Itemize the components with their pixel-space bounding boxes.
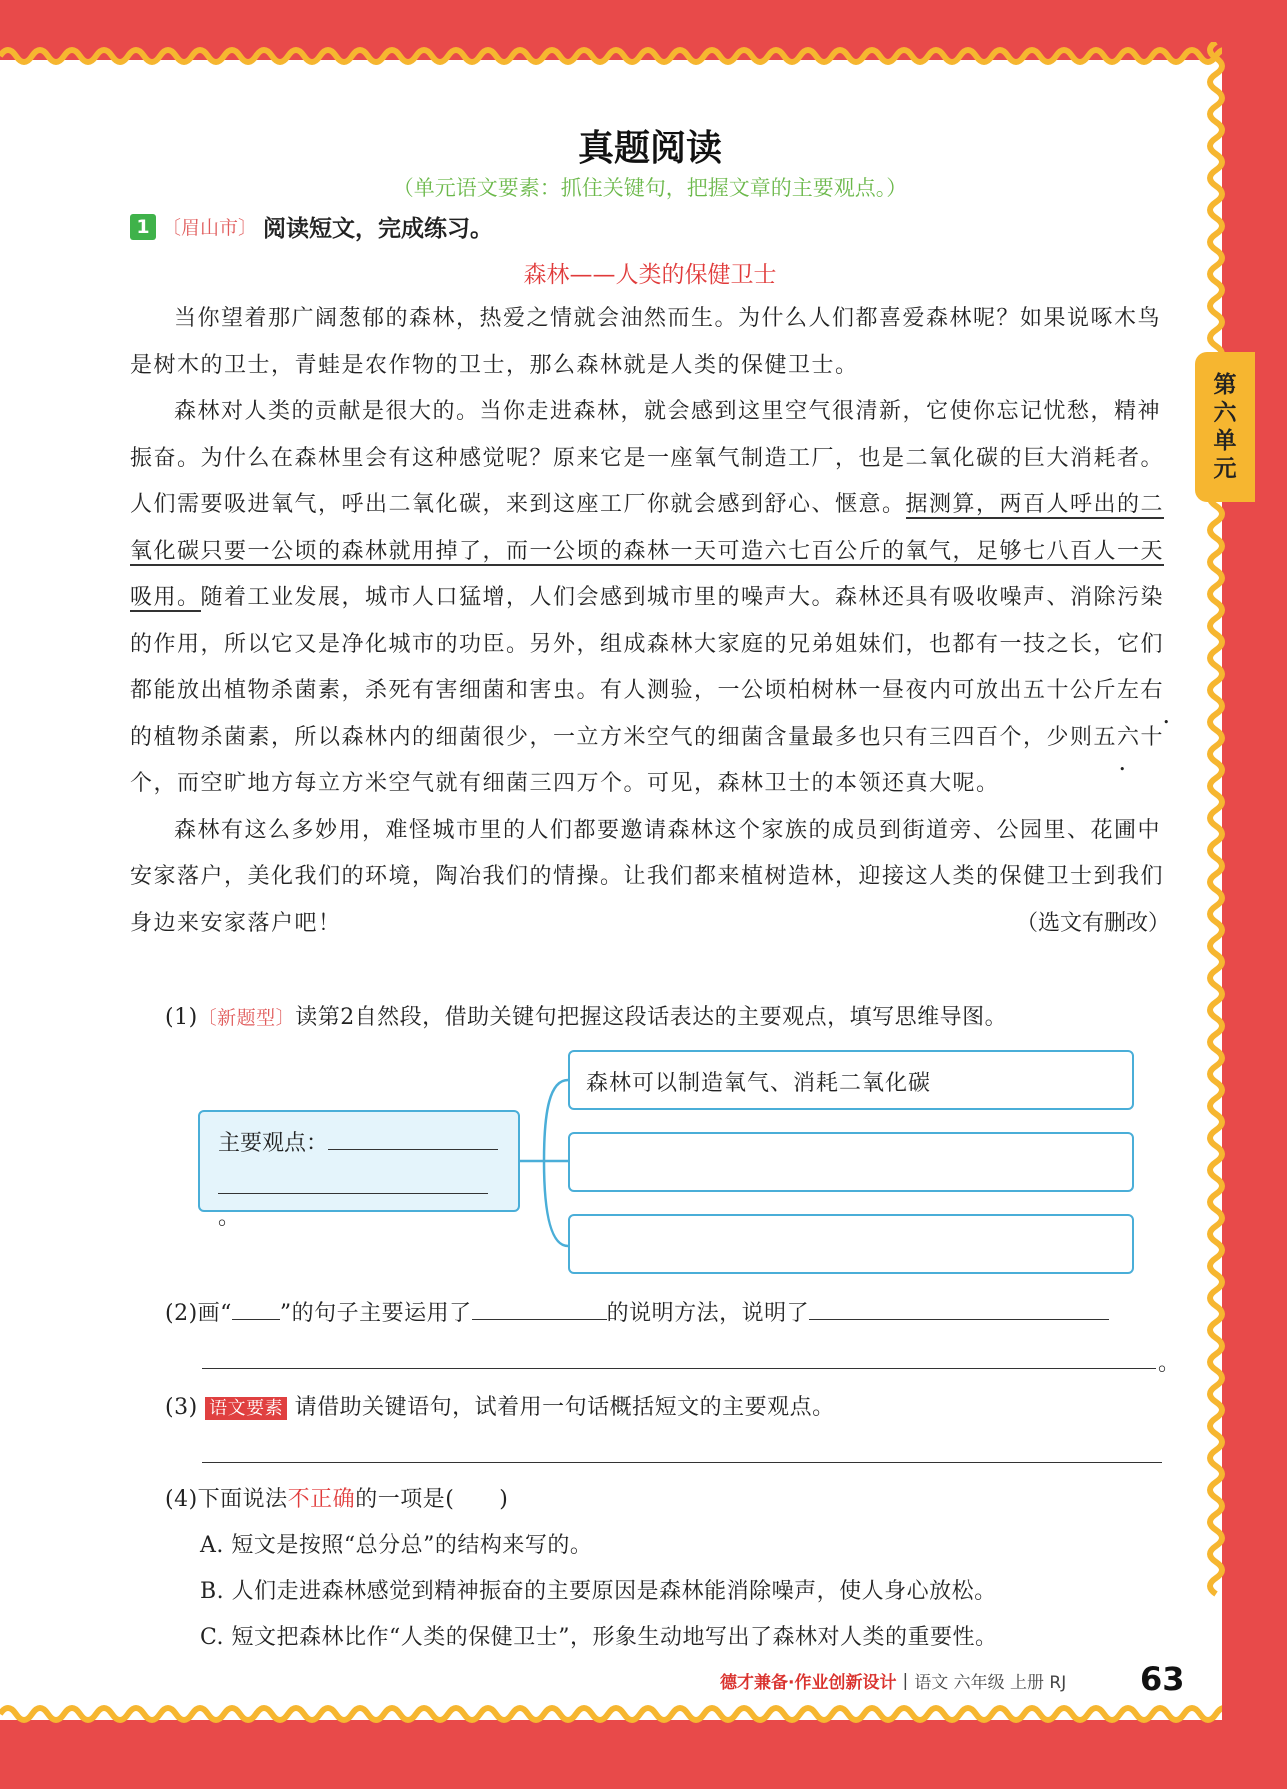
footer-brand: 德才兼备·作业创新设计 <box>720 1673 897 1693</box>
main-point-blank-1[interactable] <box>328 1129 498 1150</box>
paragraph-2-part-c: 的植物杀菌素，所以森林内的细菌很少，一立方米空气的细菌含量最多也只有三四百个，少则五六十个，而空旷地方每立方米空气就有细菌三四万个。可见，森林卫士的本领还真大呢。 <box>130 724 1165 796</box>
article-title: 森林——人类的保健卫士 <box>523 262 777 288</box>
underline-sample <box>232 1299 280 1320</box>
mindmap-connector <box>520 1050 570 1280</box>
question-number-badge: 1 <box>130 214 156 240</box>
paragraph-3: 森林有这么多妙用，难怪城市里的人们都要邀请森林这个家族的成员到街道旁、公园里、花圃中安家落户，美化我们的环境，陶冶我们的情操。让我们都来植树造林，迎接这人类的保健卫士到我们身边来安家落户吧！ （选文有删改） <box>130 808 1170 948</box>
not-correct-emphasis: 不正确 <box>287 1487 356 1512</box>
article-body <box>130 296 1170 947</box>
paragraph-1: 当你望着那广阔葱郁的森林，热爱之情就会油然而生。为什么人们都喜爱森林呢？如果说啄木鸟是树木的卫士，青蛙是农作物的卫士，那么森林就是人类的保健卫士。 <box>130 306 1162 378</box>
question-2: (2)画“ ”的句子主要运用了 的说明方法，说明了 <box>165 1296 1109 1327</box>
mindmap-box-1: 森林可以制造氧气、消耗二氧化碳 <box>568 1050 1134 1110</box>
decorative-border-bottom <box>0 1700 1222 1728</box>
excerpt-note: （选文有删改） <box>1015 910 1170 936</box>
page-number: 63 <box>1140 1660 1185 1698</box>
unit-subtitle: （单元语文要素：抓住关键句，把握文章的主要观点。） <box>392 176 908 200</box>
option-a[interactable]: A. 短文是按照“总分总”的结构来写的。 <box>200 1533 593 1558</box>
question-4: (4)下面说法不正确的一项是( ) <box>165 1487 509 1512</box>
mindmap-box-2[interactable] <box>568 1132 1134 1192</box>
new-type-tag: 〔新题型〕 <box>197 1007 296 1029</box>
footer-info: 语文 六年级 上册 RJ <box>914 1673 1067 1693</box>
mindmap-box-3[interactable] <box>568 1214 1134 1274</box>
answer-line-q2[interactable] <box>202 1368 1156 1369</box>
explanation-blank[interactable] <box>809 1299 1109 1320</box>
question-instruction: 阅读短文，完成练习。 <box>263 216 494 242</box>
mindmap-main-point-box: 主要观点： 。 <box>198 1110 520 1212</box>
unit-side-tab: 第 六 单 元 <box>1195 352 1255 502</box>
question-source: 〔眉山市〕 <box>162 217 258 239</box>
q2-end-mark: 。 <box>1158 1351 1181 1376</box>
answer-line-q3[interactable] <box>202 1462 1162 1463</box>
decorative-border-top <box>0 42 1222 70</box>
paragraph-2-part-a: 森林对人类的贡献是很大的。当你走进森林，就会感到这里空气很清新，它使你忘记忧愁，精神振奋。为什么在森林里会有这种感觉呢？原来它是一座氧气制造工厂，也是二氧化碳的巨大消耗者。人们需要吸进氧气，呼出二氧化碳，来到这座工厂你就会感到舒心、惬意。 <box>130 399 1165 517</box>
question-header <box>130 210 493 243</box>
option-b[interactable]: B. 人们走进森林感觉到精神振奋的主要原因是森林能消除噪声，使人身心放松。 <box>200 1579 997 1604</box>
paragraph-2 <box>130 389 1170 808</box>
main-point-blank-2[interactable] <box>218 1173 488 1194</box>
question-1-text: 读第2自然段，借助关键句把握这段话表达的主要观点，填写思维导图。 <box>295 1005 1008 1030</box>
page-title: 真题阅读 <box>577 128 722 169</box>
option-c[interactable]: C. 短文把森林比作“人类的保健卫士”，形象生动地写出了森林对人类的重要性。 <box>200 1625 998 1650</box>
paragraph-2-part-b: 随着工业发展，城市人口猛增，人们会感到城市里的噪声大。森林还具有吸收噪声、消除污染的作用，所以它又是净化城市的功臣。另外，组成森林大家庭的兄弟姐妹们，也都有一技之长，它们都能放出植物杀菌素，杀死有害细菌和害虫。有人测验，一公顷柏树林一昼夜内可放出五十公斤 <box>130 585 1165 703</box>
underlined-sentence: 据测算，两百人呼出的二氧化碳只要一公顷的森林就用掉了，而一公顷的森林一天可造六七百公斤的氧气，足够七八百人一天吸用。 <box>130 492 1165 610</box>
dotted-word: 左右 • • <box>1117 678 1164 703</box>
method-blank[interactable] <box>472 1299 607 1320</box>
question-3: (3) 语文要素 请借助关键语句，试着用一句话概括短文的主要观点。 <box>165 1395 835 1420</box>
language-element-tag: 语文要素 <box>205 1397 287 1420</box>
decorative-border-right <box>1200 42 1232 1732</box>
question-1: (1)〔新题型〕读第2自然段，借助关键句把握这段话表达的主要观点，填写思维导图。 <box>165 1005 1008 1030</box>
question-3-text: 请借助关键语句，试着用一句话概括短文的主要观点。 <box>294 1395 835 1420</box>
page-footer: 德才兼备·作业创新设计 | 语文 六年级 上册 RJ <box>720 1668 1066 1693</box>
